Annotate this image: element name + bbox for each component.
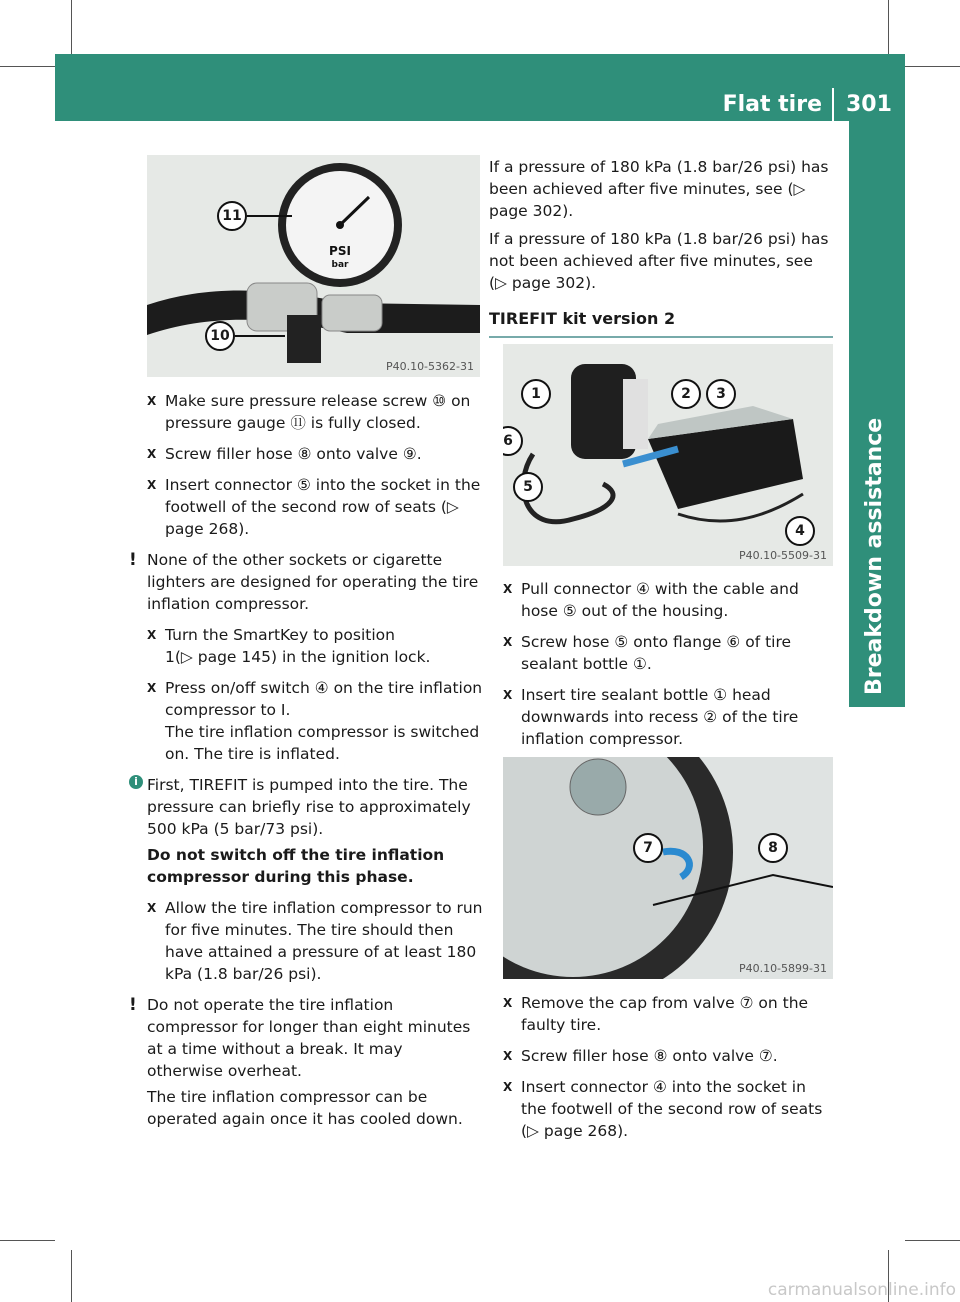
step: X Make sure pressure release screw ⑩ on pressure gauge ⑪ is fully closed. (147, 392, 471, 432)
step: X Remove the cap from valve ⑦ on the faulty tire. (503, 994, 809, 1034)
step: X Insert connector ⑤ into the socket in the footwell of the second row of seats (▷ page 268). (147, 476, 481, 538)
right-column-top: If a pressure of 180 kPa (1.8 bar/26 psi) has been achieved after five minutes, see (▷ page 302). If a pressure of 180 kPa (1.8 bar/26 psi) has not been achieved after five minutes, see (▷ page 302). TIREFIT kit version 2 (489, 156, 833, 338)
gauge-illustration (147, 155, 480, 377)
chapter-title: Breakdown assistance (862, 417, 887, 695)
section-heading: TIREFIT kit version 2 (489, 308, 833, 338)
right-column-mid (503, 578, 833, 759)
callout-3: 3 (706, 379, 736, 409)
warning-note: ! None of the other sockets or cigarette lighters are designed for operating the tire inflation compressor. (129, 550, 479, 613)
step: X Pull connector ④ with the cable and hose ⑤ out of the housing. (503, 580, 799, 620)
figure-code: P40.10-5899-31 (738, 962, 827, 975)
figure-code: P40.10-5509-31 (738, 549, 827, 562)
gauge-unit-psi: PSI (329, 244, 351, 258)
callout-8: 8 (758, 833, 788, 863)
step: X Screw filler hose ⑧ onto valve ⑨. (147, 445, 422, 463)
step: X Turn the SmartKey to position 1(▷ page 145) in the ignition lock. (147, 626, 431, 666)
callout-4: 4 (785, 516, 815, 546)
warning-note: ! Do not operate the tire inflation compressor for longer than eight minutes at a time without a break. It may otherwise overheat. The tire inflation compressor can be operated again once it has cooled down. (129, 995, 471, 1128)
info-note: i First, TIREFIT is pumped into the tire. The pressure can briefly rise to approximately 500 kPa (5 bar/73 psi). Do not switch off the tire inflation compressor during this phase. (129, 774, 483, 888)
gauge-unit-bar: bar (331, 260, 349, 270)
callout-1: 1 (521, 379, 551, 409)
figure-code: P40.10-5362-31 (385, 360, 474, 373)
header-divider (832, 88, 834, 121)
step: X Press on/off switch ④ on the tire inflation compressor to I. The tire inflation compressor is switched on. The tire is inflated. (147, 679, 483, 763)
figure-tirefit-kit (503, 344, 833, 566)
step: X Insert tire sealant bottle ① head downwards into recess ② of the tire inflation compressor. (503, 686, 799, 748)
callout-7: 7 (633, 833, 663, 863)
callout-6: 6 (503, 426, 523, 456)
left-column (129, 390, 483, 1139)
callout-11: 11 (217, 201, 247, 231)
page-number: 301 (846, 92, 892, 117)
callout-10: 10 (205, 321, 235, 351)
section-title: Flat tire (722, 92, 822, 117)
kit-illustration (503, 344, 833, 566)
step: X Screw hose ⑤ onto flange ⑥ of tire sealant bottle ①. (503, 633, 792, 673)
step: X Insert connector ④ into the socket in the footwell of the second row of seats (▷ page 268). (503, 1078, 823, 1140)
callout-5: 5 (513, 472, 543, 502)
figure-wheel-valve (503, 757, 833, 979)
callout-2: 2 (671, 379, 701, 409)
wheel-illustration (503, 757, 833, 979)
step: X Screw filler hose ⑧ onto valve ⑦. (503, 1047, 778, 1065)
right-column-bottom (503, 992, 833, 1151)
step: X Allow the tire inflation compressor to run for five minutes. The tire should then have attained a pressure of at least 180 kPa (1.8 bar/26 psi). (147, 899, 483, 983)
watermark: carmanualsonline.info (767, 1280, 956, 1300)
figure-pressure-gauge (147, 155, 480, 377)
